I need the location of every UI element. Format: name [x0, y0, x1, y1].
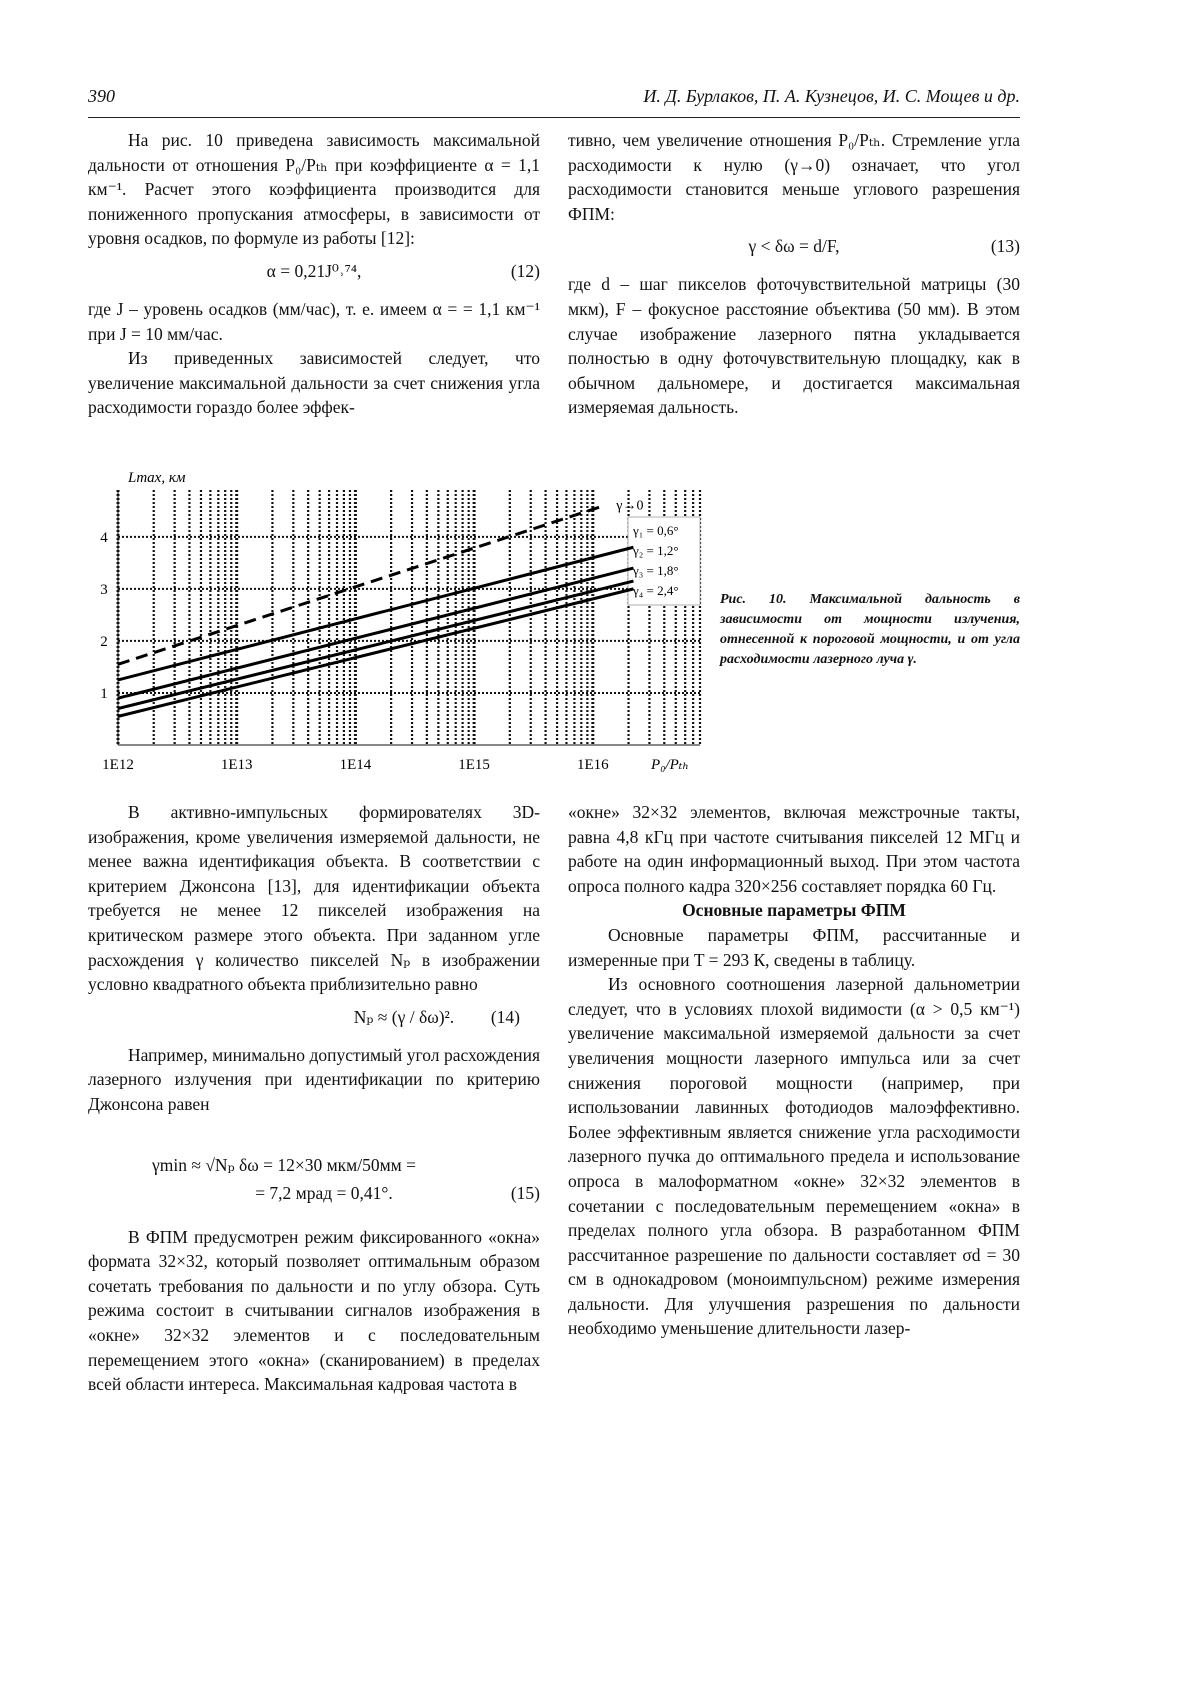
x-tick-label: 1E16 — [576, 757, 609, 773]
top-right-column — [568, 128, 1020, 420]
top-left-column — [88, 128, 540, 420]
equation-number: (13) — [990, 236, 1020, 257]
legend-entry: γ₁ = 0,6° — [633, 523, 679, 538]
running-header-authors: И. Д. Бурлаков, П. А. Кузнецов, И. С. Мощев и др. — [643, 86, 1020, 106]
x-tick-label: 1E13 — [220, 757, 253, 773]
legend-entry: γ₂ = 1,2° — [633, 543, 679, 558]
x-axis-label: P₀/Pₜₕ — [651, 757, 689, 773]
header-rule — [88, 117, 1020, 118]
paragraph: Например, минимально допустимый угол расхождения лазерного излучения при идентификации по критерию Джонсона равен — [88, 1044, 540, 1114]
equation-text: = 7,2 мрад = 0,41°. — [255, 1182, 393, 1203]
y-tick-label: 2 — [100, 633, 108, 650]
series-line — [118, 547, 633, 680]
equation-text: γmin ≈ √Nₚ δω = 12×30 мкм/50мм = — [152, 1154, 416, 1175]
paragraph: В активно-импульсных формирователях 3D-изображения, кроме увеличения измеряемой дальности, не менее важна идентификация объекта. В соответствии с критерием Джонсона [13], для идентификации объекта требуется не менее 12 пикселей изображения на критическом размере этого объекта. При заданном угле расхождения γ количество пикселей Nₚ в изображении условно квадратного объекта приблизительно равно — [88, 802, 540, 995]
legend-entry: γ₄ = 2,4° — [633, 583, 679, 598]
equation-15 — [88, 1153, 540, 1213]
paragraph: В ФПМ предусмотрен режим фиксированного «окна» формата 32×32, который позволяет оптимальным образом сочетать требования по дальности и по углу обзора. Суть режима состоит в считывании сигналов изображения в «окне» 32×32 элементов и с последовательным перемещением этого «окна» (сканированием) в пределах всей области интереса. Максимальная кадровая частота в — [88, 1226, 540, 1395]
paragraph: где d – шаг пикселов фоточувствительной матрицы (30 мкм), F – фокусное расстояние объектива (50 мм). В этом случае изображение лазерного пятна укладывается полностью в одну фоточувствительную площадку, как в обычном дальномере, и достигается максимальная измеряемая дальность. — [568, 274, 1020, 418]
equation-text: α = 0,21J⁰˒⁷⁴, — [266, 260, 362, 281]
paragraph: Основные параметры ФПМ, рассчитанные и измеренные при T = 293 К, сведены в таблицу. — [568, 924, 1020, 970]
bottom-left-column — [88, 800, 540, 1397]
equation-14 — [88, 1005, 540, 1035]
x-tick-label: 1E12 — [102, 757, 134, 773]
equation-text: Nₚ ≈ (γ / δω)². — [353, 1006, 455, 1027]
paragraph: тивно, чем увеличение отношения P₀/Pₜₕ. Стремление угла расходимости к нулю (γ→0) означает, что угол расходимости становится меньше углового разрешения ФПМ: — [568, 130, 1020, 224]
page-number: 390 — [88, 86, 115, 106]
y-tick-label: 3 — [100, 581, 108, 598]
equation-text: γ < δω = d/F, — [748, 236, 840, 257]
series-line — [118, 581, 633, 709]
equation-number: (15) — [510, 1182, 540, 1203]
paragraph: «окне» 32×32 элементов, включая межстрочные такты, равна 4,8 кГц при частоте считывания пикселей 12 МГц и работе на один информационный выход. При этом частота опроса полного кадра 320×256 составляет порядка 60 Гц. — [568, 802, 1020, 896]
section-heading: Основные параметры ФПМ — [682, 900, 906, 921]
equation-13 — [568, 234, 1020, 264]
equation-12 — [88, 259, 540, 289]
x-tick-label: 1E14 — [339, 757, 372, 773]
legend-entry: γ₃ = 1,8° — [633, 563, 679, 578]
paragraph: На рис. 10 приведена зависимость максимальной дальности от отношения P₀/Pₜₕ при коэффициенте α = 1,1 км⁻¹. Расчет этого коэффициента производится для пониженного пропускания атмосферы, в зависимости от уровня осадков, по формуле из работы [12]: — [88, 130, 540, 249]
equation-number: (14) — [490, 1006, 520, 1027]
paragraph: где J – уровень осадков (мм/час), т. е. имеем α = = 1,1 км⁻¹ при J = 10 мм/час. — [88, 298, 540, 344]
bottom-right-column — [568, 800, 1020, 1341]
figure-10-chart — [90, 465, 720, 785]
paragraph: Из основного соотношения лазерной дальнометрии следует, что в условиях плохой видимости (α > 0,5 км⁻¹) увеличение максимальной измеряемой дальности за счет увеличения мощности лазерного импульса или за счет снижения пороговой мощности (например, при использовании лавинных фотодиодов малоэффективно. Более эффективным является снижение угла расходимости лазерного пучка до оптимального предела и использование опроса в малоформатном «окне» 32×32 элементов в сочетании с последовательным перемещением «окна» в пределах полного угла обзора. В разработанном ФПМ рассчитанное разрешение по дальности составляет σd = 30 см в однокадровом (моноимпульсном) режиме измерения дальности. Для улучшения разрешения по дальности необходимо уменьшение длительности лазер- — [568, 974, 1020, 1339]
equation-number: (12) — [510, 260, 540, 281]
paragraph: Из приведенных зависимостей следует, что увеличение максимальной дальности за счет снижения угла расходимости гораздо более эффек- — [88, 348, 540, 418]
y-tick-label: 1 — [100, 685, 108, 702]
figure-caption: Рис. 10. Максимальной дальность в зависимости от мощности излучения, отнесенной к пороговой мощности, и от угла расходимости лазерного луча γ. — [720, 592, 1020, 667]
series-line — [118, 589, 633, 717]
y-axis-label: Lmax, км — [128, 470, 186, 486]
y-tick-label: 4 — [100, 529, 108, 546]
x-tick-label: 1E15 — [458, 757, 490, 773]
series-label: γ→0 — [616, 498, 644, 514]
